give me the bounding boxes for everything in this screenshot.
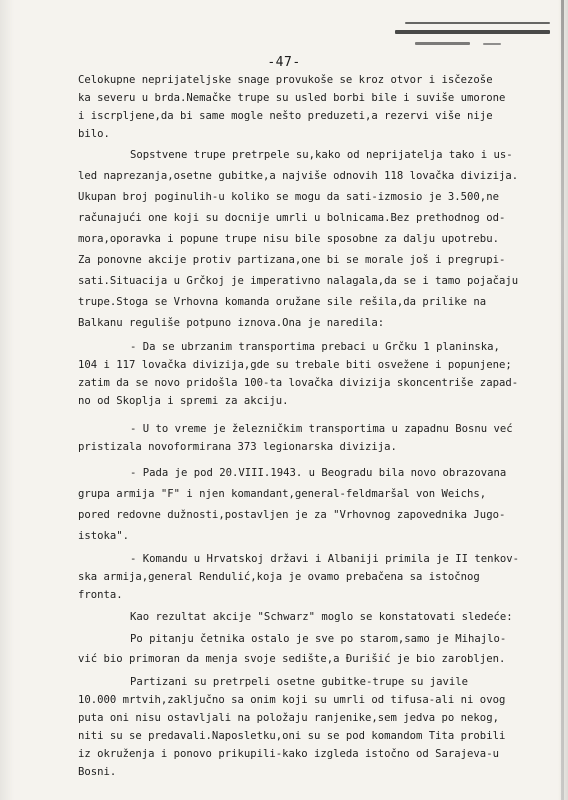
text-line: bilo. [78, 128, 110, 140]
text-line: Partizani su pretrpeli osetne gubitke-trupe su javile [130, 676, 469, 688]
text-line: Za ponovne akcije protiv partizana,one bi se morale još i pregrupi- [78, 254, 506, 266]
text-line: fronta. [78, 589, 123, 601]
text-line: Po pitanju četnika ostalo je sve po starom,samo je Mihajlo- [130, 633, 507, 645]
text-line: - Pada je pod 20.VIII.1943. u Beogradu bila novo obrazovana [130, 467, 507, 479]
text-line: puta oni nisu ostavljali na položaju ranjenike,sem jedva po nekog, [78, 712, 499, 724]
text-line: niti su se predavali.Naposletku,oni su se pod komandom Tita probili [78, 730, 506, 742]
text-line: zatim da se novo pridošla 100-ta lovačka divizija skoncentriše zapad- [78, 377, 519, 389]
text-line: grupa armija "F" i njen komandant,general-feldmaršal von Weichs, [78, 488, 487, 500]
text-line: - U to vreme je železničkim transportima u zapadnu Bosnu već [130, 423, 513, 435]
text-line: vić bio primoran da menja svoje sedište,a Đurišić je bio zarobljen. [78, 653, 506, 665]
page-number: -47- [267, 55, 301, 70]
text-line: - Da se ubrzanim transportima prebaci u Grčku 1 planinska, [130, 341, 500, 353]
text-line: Bosni. [78, 766, 117, 778]
text-line: sati.Situacija u Grčkoj je imperativno nalagala,da se i tamo pojačaju [78, 275, 519, 287]
text-line: 10.000 mrtvih,zaključno sa onim koji su umrli od tifusa-ali ni ovog [78, 694, 506, 706]
text-line: i iscrpljene,da bi same mogle nešto preduzeti,a rezervi više nije [78, 110, 493, 122]
text-line: no od Skoplja i spremi za akciju. [78, 395, 289, 407]
text-line: pristizala novoformirana 373 legionarska divizija. [78, 441, 397, 453]
text-line: Kao rezultat akcije "Schwarz" moglo se konstatovati sledeće: [130, 611, 513, 623]
text-line: pored redovne dužnosti,postavljen je za "Vrhovnog zapovednika Jugo- [78, 509, 506, 521]
text-line: Balkanu reguliše potpuno iznova.Ona je naredila: [78, 317, 385, 329]
text-line: 104 i 117 lovačka divizija,gde su trebale biti osvežene i popunjene; [78, 359, 512, 371]
text-line: Ukupan broj poginulih-u koliko se mogu da sati-izmosio je 3.500,ne [78, 191, 499, 203]
text-line: ka severu u brda.Nemačke trupe su usled borbi bile i suviše umorone [78, 92, 506, 104]
text-line: istoka". [78, 530, 130, 542]
text-line: trupe.Stoga se Vrhovna komanda oružane sile rešila,da prilike na [78, 296, 487, 308]
text-line: iz okruženja i ponovo prikupili-kako izgleda istočno od Sarajeva-u [78, 748, 499, 760]
text-line: Celokupne neprijateljske snage provukoše se kroz otvor i isčezoše [78, 74, 493, 86]
text-line: računajući one koji su docnije umrli u bolnicama.Bez prethodnog od- [78, 212, 506, 224]
text-line: mora,oporavka i popune trupe nisu bile sposobne za dalju upotrebu. [78, 233, 499, 245]
text-line: ska armija,general Rendulić,koja je ovamo prebačena sa istočnog [78, 571, 480, 583]
text-line: - Komandu u Hrvatskoj državi i Albaniji primila je II tenkov- [130, 553, 520, 565]
text-line: Sopstvene trupe pretrpele su,kako od neprijatelja tako i us- [130, 149, 513, 161]
text-line: led naprezanja,osetne gubitke,a najviše odnovih 118 lovačka divizija. [78, 170, 519, 182]
